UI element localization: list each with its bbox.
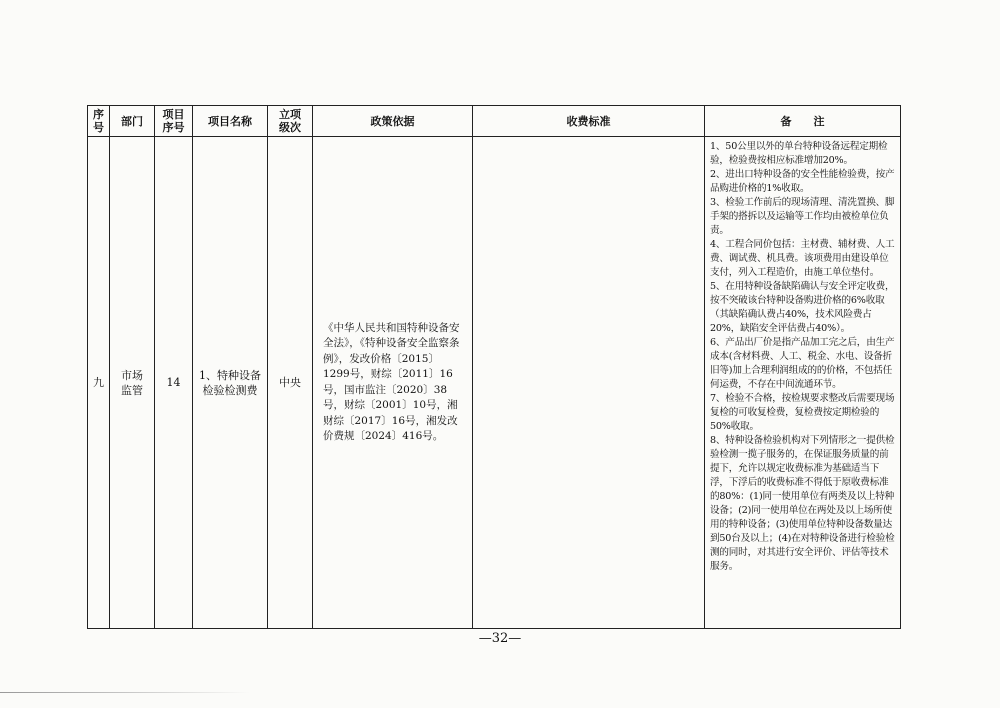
- remark-item-3: 3、检验工作前后的现场清理、清洗置换、脚手架的搭拆以及运输等工作均由被检单位负责。: [710, 197, 895, 236]
- header-fee-standard: 收费标准: [473, 106, 705, 137]
- remark-item-5: 5、在用特种设备缺陷确认与安全评定收费，按不突破该台特种设备购进价格的6%收取（其缺陷确认费占40%，技术风险费占20%，缺陷安全评估费占40%）。: [710, 281, 895, 334]
- header-level: 立项级次: [268, 106, 313, 137]
- header-item-no: 项目序号: [155, 106, 193, 137]
- remark-item-2: 2、进出口特种设备的安全性能检验费，按产品购进价格的1%收取。: [710, 169, 895, 194]
- remark-item-8: 8、特种设备检验机构对下列情形之一提供检验检测一揽子服务的，在保证服务质量的前提下，允许以规定收费标准为基础适当下浮，下浮后的收费标准不得低于原收费标准的80%：(1)同一使用单位有两类及以上特种设备；(2)同一使用单位在两处及以上场所使用的特种设备；(3)使用单位特种设备数量达到50台及以上；(4)在对特种设备进行检验检测的同时，对其进行安全评价、评估等技术服务。: [710, 435, 895, 572]
- cell-department: 市场监管: [110, 137, 155, 629]
- fee-table: [87, 105, 901, 629]
- scan-artifact-line: [0, 692, 250, 693]
- cell-item-name: 1、特种设备检验检测费: [193, 137, 268, 629]
- header-item-name: 项目名称: [193, 106, 268, 137]
- cell-policy-basis: 《中华人民共和国特种设备安全法》，《特种设备安全监察条例》，发改价格〔2015〕1299号，财综〔2011〕16号，国市监注〔2020〕38号，财综〔2001〕10号，湘财综〔2017〕16号，湘发改价费规〔2024〕416号。: [313, 137, 473, 629]
- page-number: —32—: [478, 631, 522, 646]
- cell-level: 中央: [268, 137, 313, 629]
- cell-item-no: 14: [155, 137, 193, 629]
- table-row: [88, 137, 901, 629]
- header-remarks: 备 注: [705, 106, 901, 137]
- remark-item-6: 6、产品出厂价是指产品加工完之后，由生产成本(含材料费、人工、税金、水电、设备折旧等)加上合理利润组成的的价格，不包括任何运费，不存在中间流通环节。: [710, 337, 895, 390]
- header-row: [88, 106, 901, 137]
- header-policy-basis: 政策依据: [313, 106, 473, 137]
- cell-fee-standard: [473, 137, 705, 629]
- remark-item-4: 4、工程合同价包括：主材费、辅材费、人工费、调试费、机具费。该项费用由建设单位支付，列入工程造价，由施工单位垫付。: [710, 239, 895, 278]
- cell-seq: 九: [88, 137, 110, 629]
- remark-item-7: 7、检验不合格，按检规要求整改后需要现场复检的可收复检费，复检费按定期检验的50%收取。: [710, 393, 895, 432]
- header-seq: 序号: [88, 106, 110, 137]
- remark-item-1: 1、50公里以外的单台特种设备远程定期检验，检验费按相应标准增加20%。: [710, 141, 888, 166]
- header-department: 部门: [110, 106, 155, 137]
- cell-remarks: [705, 137, 901, 629]
